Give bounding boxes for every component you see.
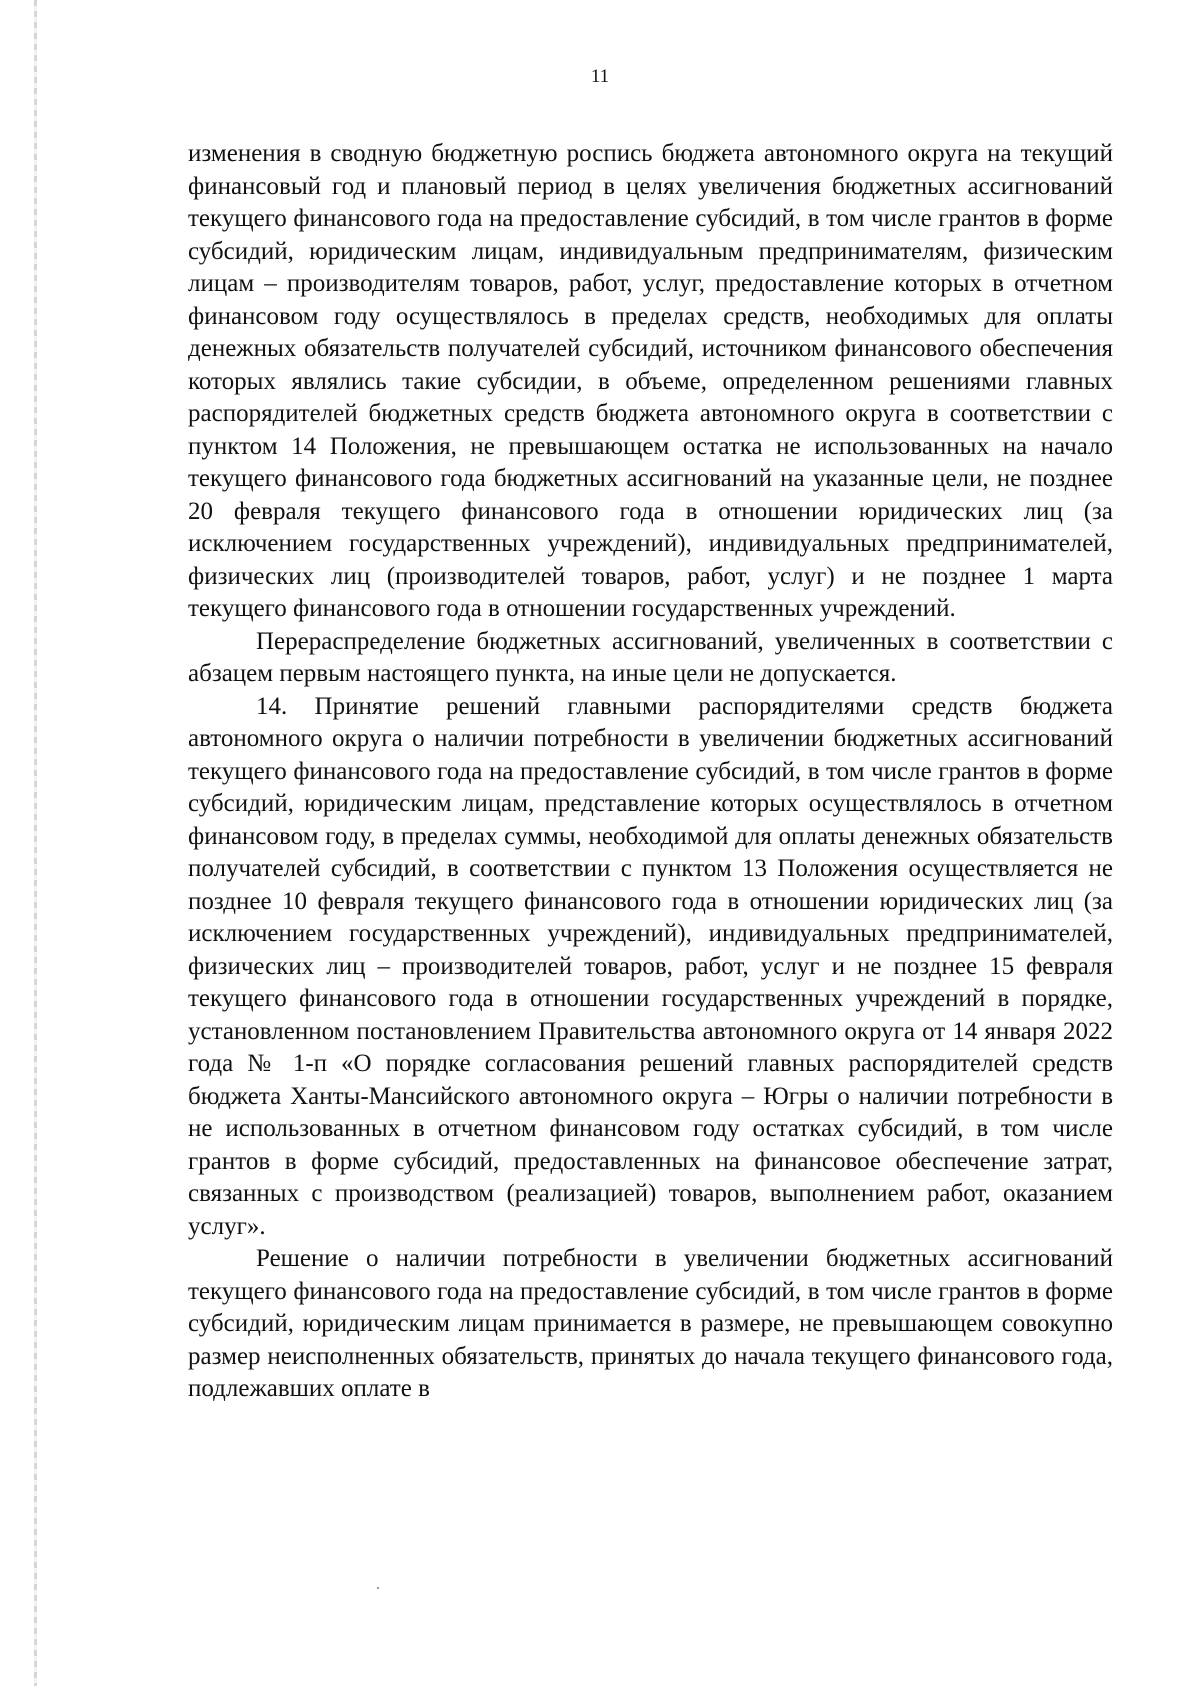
paragraph-decision: Решение о наличии потребности в увеличении бюджетных ассигнований текущего финансового года на предоставление субсидий, в том числе грантов в форме субсидий, юридическим лицам принимается в размере, не превышающем совокупно размер неисполненных обязательств, принятых до начала текущего финансового года, подлежавших оплате в — [188, 1245, 1113, 1402]
paragraph-redistribution: Перераспределение бюджетных ассигнований, увеличенных в соответствии с абзацем первым настоящего пункта, на иные цели не допускается. — [188, 627, 1113, 687]
scan-speck — [377, 1587, 379, 1589]
page-number: 11 — [590, 66, 610, 87]
scan-edge-artifact — [34, 0, 37, 1686]
document-body — [188, 138, 1113, 1406]
paragraph-continuation: изменения в сводную бюджетную роспись бюджета автономного округа на текущий финансовый год и плановый период в целях увеличения бюджетных ассигнований текущего финансового года на предоставление субсидий, в том числе грантов в форме субсидий, юридическим лицам, индивидуальным предпринимателям, физическим лицам – производителям товаров, работ, услуг, предоставление которых в отчетном финансовом году осуществлялось в пределах средств, необходимых для оплаты денежных обязательств получателей субсидий, источником финансового обеспечения которых являлись такие субсидии, в объеме, определенном решениями главных распорядителей бюджетных средств бюджета автономного округа в соответствии с пунктом 14 Положения, не превышающем остатка не использованных на начало текущего финансового года бюджетных ассигнований на указанные цели, не позднее 20 февраля текущего финансового года в отношении юридических лиц (за исключением государственных учреждений), индивидуальных предпринимателей, физических лиц (производителей товаров, работ, услуг) и не позднее 1 марта текущего финансового года в отношении государственных учреждений. — [188, 140, 1113, 622]
paragraph-item-14: 14. Принятие решений главными распорядителями средств бюджета автономного округа о наличии потребности в увеличении бюджетных ассигнований текущего финансового года на предоставление субсидий, в том числе грантов в форме субсидий, юридическим лицам, представление которых осуществлялось в отчетном финансовом году, в пределах суммы, необходимой для оплаты денежных обязательств получателей субсидий, в соответствии с пунктом 13 Положения осуществляется не позднее 10 февраля текущего финансового года в отношении юридических лиц (за исключением государственных учреждений), индивидуальных предпринимателей, физических лиц – производителей товаров, работ, услуг и не позднее 15 февраля текущего финансового года в отношении государственных учреждений в порядке, установленном постановлением Правительства автономного округа от 14 января 2022 года № 1-п «О порядке согласования решений главных распорядителей средств бюджета Ханты-Мансийского автономного округа – Югры о наличии потребности в не использованных в отчетном финансовом году остатках субсидий, в том числе грантов в форме субсидий, предоставленных на финансовое обеспечение затрат, связанных с производством (реализацией) товаров, выполнением работ, оказанием услуг». — [188, 692, 1113, 1240]
